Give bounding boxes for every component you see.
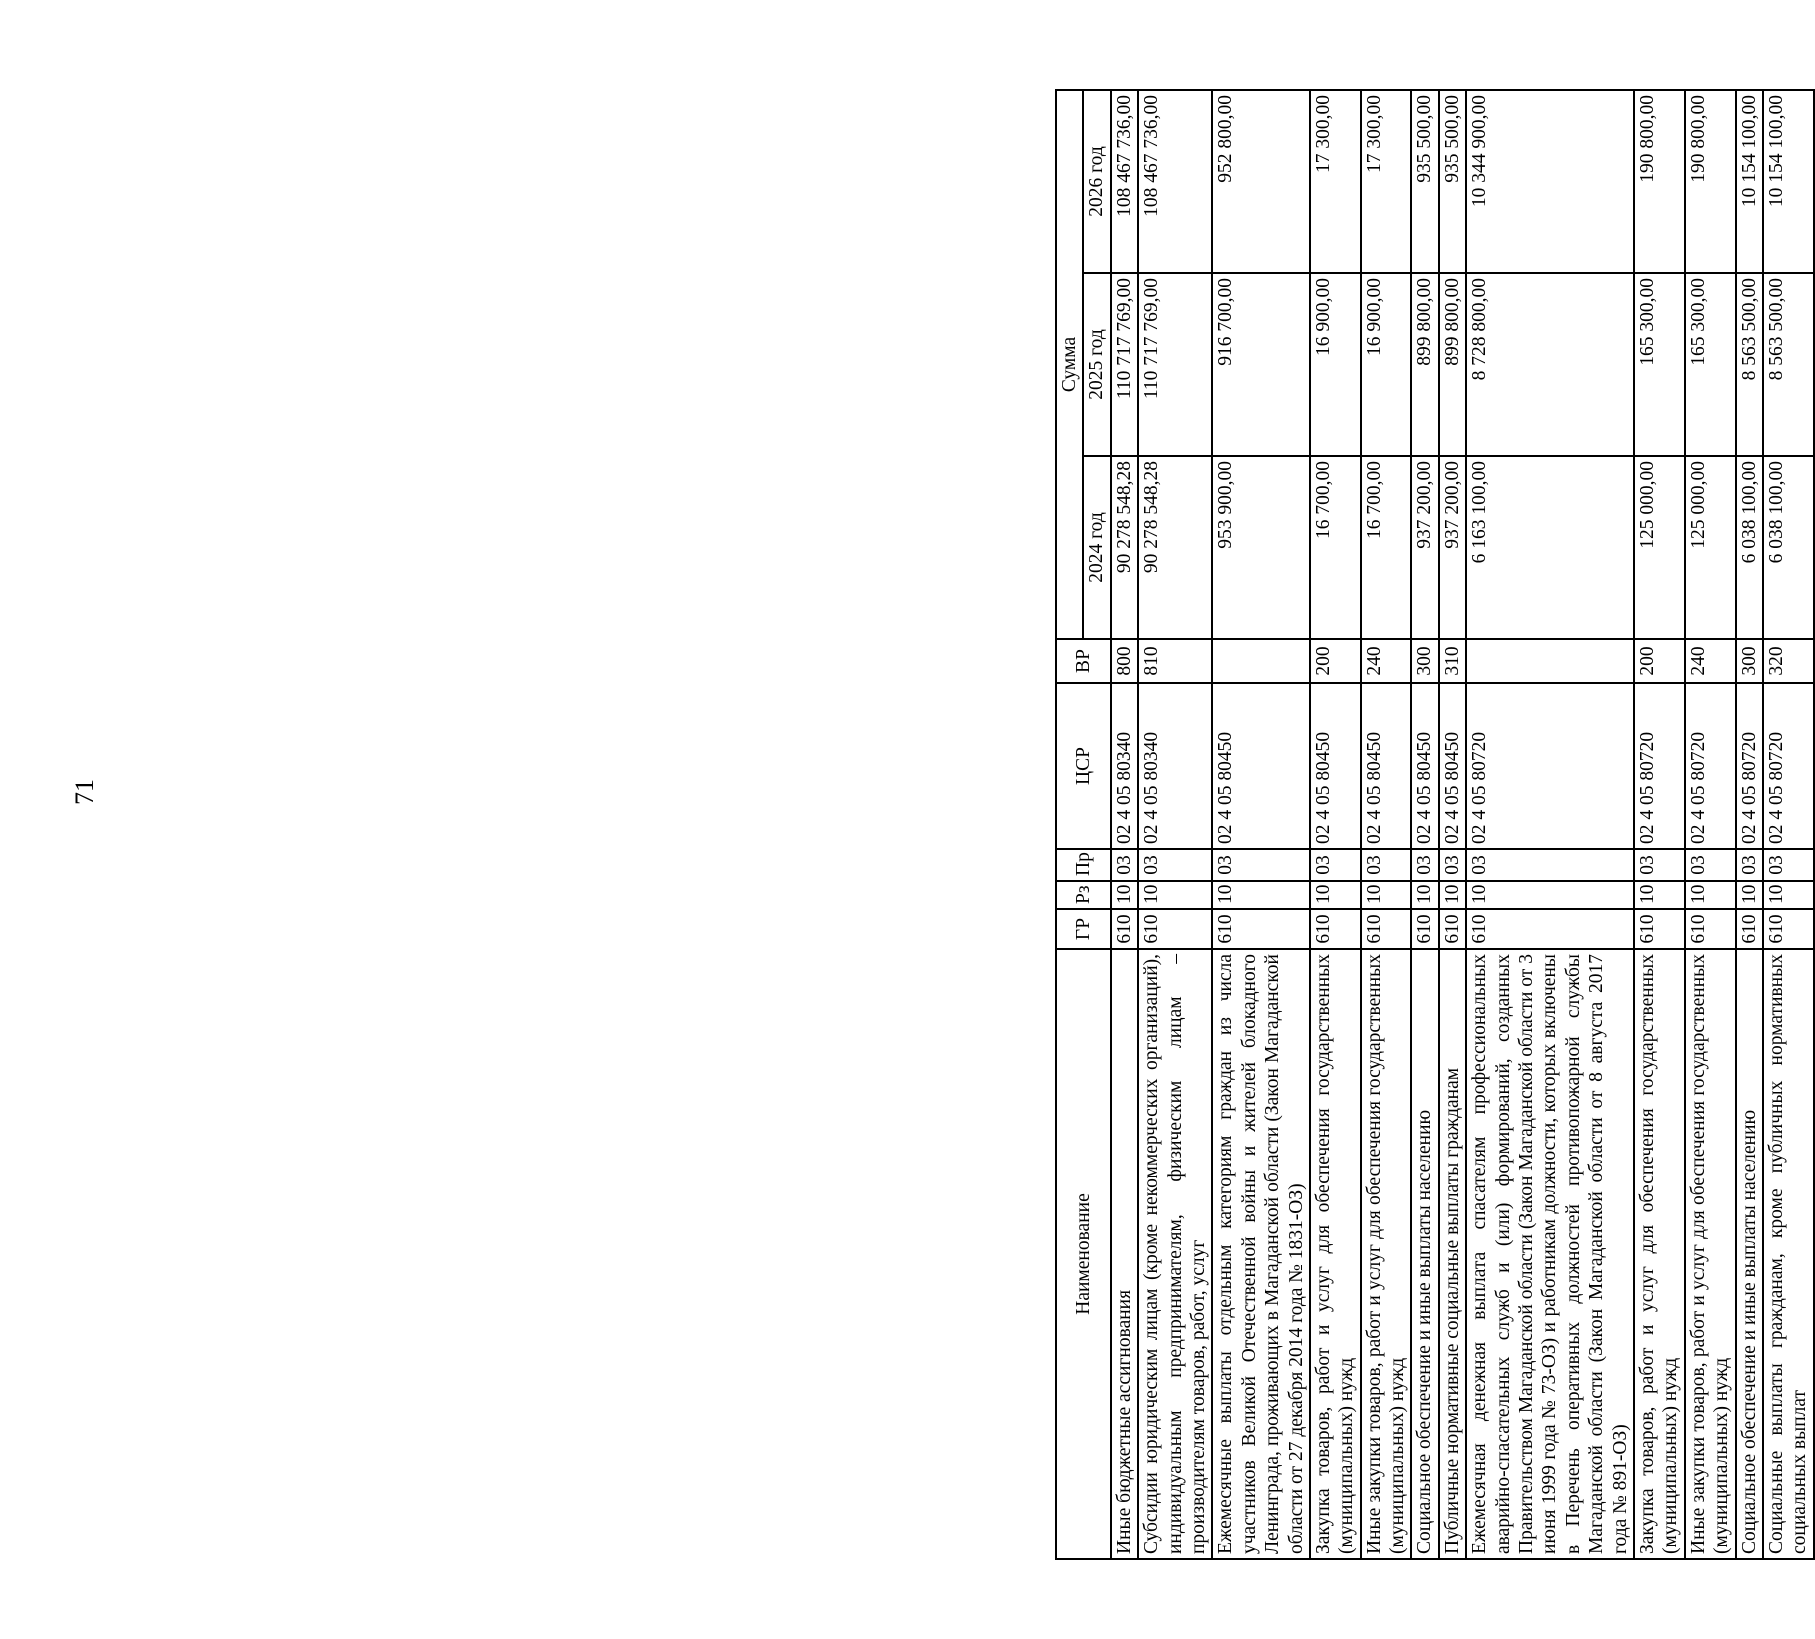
cell-rz: 10 [1361, 881, 1412, 909]
cell-2024: 16 700,00 [1361, 456, 1412, 639]
table-body [1111, 90, 1814, 1559]
cell-rz: 10 [1138, 881, 1212, 909]
cell-vr [1212, 639, 1310, 683]
header-2025: 2025 год [1083, 273, 1110, 456]
header-vr: ВР [1056, 639, 1111, 683]
cell-name: Социальное обеспечение и иные выплаты населению [1411, 949, 1438, 1559]
cell-rz: 10 [1685, 881, 1736, 909]
rotated-page-content [1055, 90, 1815, 1560]
cell-name: Ежемесячная денежная выплата спасателям профессиональных аварийно-спасательных служб и (или) формирований, созданных Правительством Магаданской области (Закон Магаданской области от 3 июня 1999 года № 73-ОЗ) и работникам должности, которых включены в Перечень оперативных должностей противопожарной службы Магаданской области (Закон Магаданской области от 8 августа 2017 года № 891-ОЗ) [1466, 949, 1634, 1559]
cell-vr: 240 [1361, 639, 1412, 683]
cell-csr: 02 4 05 80340 [1111, 683, 1138, 849]
header-sum: Сумма [1056, 90, 1083, 639]
cell-gr: 610 [1685, 909, 1736, 949]
cell-2025: 8 563 500,00 [1763, 273, 1814, 456]
cell-2024: 16 700,00 [1310, 456, 1361, 639]
header-csr: ЦСР [1056, 683, 1111, 849]
cell-2024: 953 900,00 [1212, 456, 1310, 639]
cell-name: Иные закупки товаров, работ и услуг для обеспечения государственных (муниципальных) нужд [1685, 949, 1736, 1559]
cell-name: Ежемесячные выплаты отдельным категориям граждан из числа участников Великой Отечественной войны и жителей блокадного Ленинграда, проживающих в Магаданской области (Закон Магаданской области от 27 декабря 2014 года № 1831-ОЗ) [1212, 949, 1310, 1559]
cell-2026: 190 800,00 [1685, 90, 1736, 273]
table-row [1212, 90, 1310, 1559]
cell-gr: 610 [1634, 909, 1685, 949]
table-row [1361, 90, 1412, 1559]
cell-2024: 125 000,00 [1685, 456, 1736, 639]
cell-2026: 10 154 100,00 [1763, 90, 1814, 273]
cell-name: Закупка товаров, работ и услуг для обеспечения государственных (муниципальных) нужд [1310, 949, 1361, 1559]
cell-2026: 108 467 736,00 [1138, 90, 1212, 273]
cell-2025: 916 700,00 [1212, 273, 1310, 456]
cell-csr: 02 4 05 80450 [1212, 683, 1310, 849]
cell-csr: 02 4 05 80450 [1439, 683, 1466, 849]
cell-name: Закупка товаров, работ и услуг для обеспечения государственных (муниципальных) нужд [1634, 949, 1685, 1559]
cell-pr: 03 [1361, 849, 1412, 881]
cell-csr: 02 4 05 80720 [1634, 683, 1685, 849]
cell-2024: 6 038 100,00 [1736, 456, 1763, 639]
table-row [1466, 90, 1634, 1559]
cell-2026: 935 500,00 [1439, 90, 1466, 273]
cell-vr: 810 [1138, 639, 1212, 683]
cell-rz: 10 [1212, 881, 1310, 909]
table-row [1634, 90, 1685, 1559]
cell-csr: 02 4 05 80720 [1736, 683, 1763, 849]
cell-2026: 935 500,00 [1411, 90, 1438, 273]
cell-2025: 899 800,00 [1411, 273, 1438, 456]
cell-rz: 10 [1439, 881, 1466, 909]
cell-pr: 03 [1685, 849, 1736, 881]
cell-vr [1466, 639, 1634, 683]
cell-csr: 02 4 05 80720 [1685, 683, 1736, 849]
table-row [1736, 90, 1763, 1559]
header-name: Наименование [1056, 949, 1111, 1559]
header-2026: 2026 год [1083, 90, 1110, 273]
cell-rz: 10 [1466, 881, 1634, 909]
cell-gr: 610 [1736, 909, 1763, 949]
cell-gr: 610 [1439, 909, 1466, 949]
cell-2025: 165 300,00 [1685, 273, 1736, 456]
cell-2025: 110 717 769,00 [1111, 273, 1138, 456]
cell-csr: 02 4 05 80720 [1466, 683, 1634, 849]
cell-csr: 02 4 05 80340 [1138, 683, 1212, 849]
cell-2025: 899 800,00 [1439, 273, 1466, 456]
cell-pr: 03 [1634, 849, 1685, 881]
cell-2025: 16 900,00 [1361, 273, 1412, 456]
cell-gr: 610 [1361, 909, 1412, 949]
table-row [1111, 90, 1138, 1559]
table-row [1310, 90, 1361, 1559]
header-row [1056, 90, 1083, 1559]
budget-table [1055, 89, 1815, 1560]
cell-2026: 10 154 100,00 [1736, 90, 1763, 273]
cell-2026: 952 800,00 [1212, 90, 1310, 273]
cell-rz: 10 [1310, 881, 1361, 909]
cell-rz: 10 [1763, 881, 1814, 909]
cell-vr: 320 [1763, 639, 1814, 683]
cell-gr: 610 [1466, 909, 1634, 949]
cell-pr: 03 [1466, 849, 1634, 881]
cell-2024: 90 278 548,28 [1138, 456, 1212, 639]
cell-csr: 02 4 05 80720 [1763, 683, 1814, 849]
cell-2026: 190 800,00 [1634, 90, 1685, 273]
cell-csr: 02 4 05 80450 [1411, 683, 1438, 849]
cell-2026: 17 300,00 [1361, 90, 1412, 273]
header-2024: 2024 год [1083, 456, 1110, 639]
cell-pr: 03 [1138, 849, 1212, 881]
cell-rz: 10 [1411, 881, 1438, 909]
cell-vr: 240 [1685, 639, 1736, 683]
cell-csr: 02 4 05 80450 [1310, 683, 1361, 849]
cell-2024: 90 278 548,28 [1111, 456, 1138, 639]
cell-name: Социальные выплаты гражданам, кроме публичных нормативных социальных выплат [1763, 949, 1814, 1559]
cell-name: Публичные нормативные социальные выплаты гражданам [1439, 949, 1466, 1559]
cell-pr: 03 [1411, 849, 1438, 881]
cell-vr: 800 [1111, 639, 1138, 683]
table-row [1138, 90, 1212, 1559]
cell-vr: 200 [1634, 639, 1685, 683]
cell-2026: 17 300,00 [1310, 90, 1361, 273]
cell-pr: 03 [1212, 849, 1310, 881]
cell-gr: 610 [1763, 909, 1814, 949]
cell-vr: 300 [1411, 639, 1438, 683]
cell-2026: 10 344 900,00 [1466, 90, 1634, 273]
table-row [1411, 90, 1438, 1559]
cell-2025: 16 900,00 [1310, 273, 1361, 456]
cell-name: Иные бюджетные ассигнования [1111, 949, 1138, 1559]
cell-2025: 8 563 500,00 [1736, 273, 1763, 456]
cell-gr: 610 [1411, 909, 1438, 949]
cell-2025: 110 717 769,00 [1138, 273, 1212, 456]
cell-name: Иные закупки товаров, работ и услуг для обеспечения государственных (муниципальных) нужд [1361, 949, 1412, 1559]
header-gr: ГР [1056, 909, 1111, 949]
cell-rz: 10 [1736, 881, 1763, 909]
cell-vr: 200 [1310, 639, 1361, 683]
cell-rz: 10 [1111, 881, 1138, 909]
cell-2024: 937 200,00 [1439, 456, 1466, 639]
cell-2025: 165 300,00 [1634, 273, 1685, 456]
cell-vr: 310 [1439, 639, 1466, 683]
table-row [1685, 90, 1736, 1559]
cell-name: Субсидии юридическим лицам (кроме некоммерческих организаций), индивидуальным предпринимателям, физическим лицам – производителям товаров, работ, услуг [1138, 949, 1212, 1559]
cell-csr: 02 4 05 80450 [1361, 683, 1412, 849]
cell-rz: 10 [1634, 881, 1685, 909]
page-number: 71 [70, 779, 99, 805]
cell-2024: 6 038 100,00 [1763, 456, 1814, 639]
cell-name: Социальное обеспечение и иные выплаты населению [1736, 949, 1763, 1559]
cell-2025: 8 728 800,00 [1466, 273, 1634, 456]
table-row [1439, 90, 1466, 1559]
cell-vr: 300 [1736, 639, 1763, 683]
cell-gr: 610 [1138, 909, 1212, 949]
cell-2024: 125 000,00 [1634, 456, 1685, 639]
cell-2024: 937 200,00 [1411, 456, 1438, 639]
header-rz: Рз [1056, 881, 1111, 909]
cell-pr: 03 [1763, 849, 1814, 881]
cell-pr: 03 [1736, 849, 1763, 881]
cell-2026: 108 467 736,00 [1111, 90, 1138, 273]
cell-pr: 03 [1439, 849, 1466, 881]
cell-gr: 610 [1212, 909, 1310, 949]
cell-pr: 03 [1111, 849, 1138, 881]
cell-gr: 610 [1111, 909, 1138, 949]
cell-gr: 610 [1310, 909, 1361, 949]
cell-2024: 6 163 100,00 [1466, 456, 1634, 639]
cell-pr: 03 [1310, 849, 1361, 881]
header-pr: Пр [1056, 849, 1111, 881]
table-row [1763, 90, 1814, 1559]
